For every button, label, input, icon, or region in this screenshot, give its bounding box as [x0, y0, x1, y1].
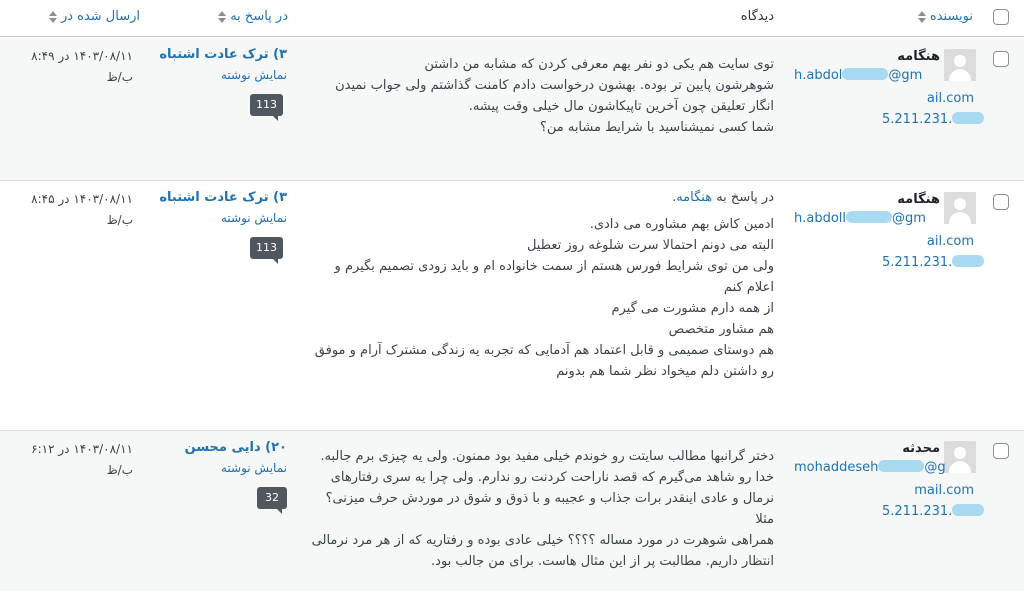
email-suffix: @gm [892, 211, 926, 226]
comment-line: خدا رو شاهد می‌گیرم که قصد ناراحت کردنت رو ندارم. ولی چرا یه سری رفتارهای [330, 470, 774, 485]
comment-text [304, 446, 774, 572]
author-email-link[interactable] [794, 68, 922, 83]
comment-count-bubble[interactable]: 32 [257, 487, 287, 509]
comment-line: دختر گرانبها مطالب سایتت رو خوندم خیلی مفید بود ممنون. ولی یه چیزی برم جالبه. [320, 449, 774, 464]
comment-column-header [741, 0, 774, 36]
row-checkbox[interactable] [993, 51, 1009, 67]
comment-count-bubble[interactable]: 113 [250, 94, 283, 116]
avatar [944, 49, 976, 81]
comment-text [304, 54, 774, 138]
comment-line: از همه دارم مشورت می گیرم [611, 301, 774, 316]
author-ip-link[interactable] [882, 112, 984, 127]
table-row [0, 431, 1024, 591]
submitted-date [31, 46, 133, 88]
email-suffix: @gm [888, 68, 923, 83]
submitted-header-label: ارسال شده در [60, 9, 140, 24]
redacted-mark [952, 504, 984, 516]
date-line: ۱۴۰۳/۰۸/۱۱ در ۸:۴۹ [31, 49, 133, 63]
view-post-link[interactable]: نمایش نوشته [220, 461, 287, 475]
sort-icon [48, 9, 57, 25]
author-name: هنگامه [897, 49, 940, 64]
comment-line: اعلام کنم [723, 280, 774, 295]
row-checkbox[interactable] [993, 443, 1009, 459]
ip-address: 5.211.231. [882, 255, 953, 270]
ip-address: 5.211.231. [882, 504, 953, 519]
author-header-label: نویسنده [929, 9, 973, 24]
author-ip-link[interactable] [882, 255, 984, 270]
comment-line: هم مشاور متخصص [668, 322, 774, 337]
comment-line: انتظار داریم. مطالبت پر از این مثال هاست. برای من جالب بود. [431, 554, 774, 569]
avatar [944, 441, 976, 473]
redacted-mark [952, 112, 984, 124]
reply-to-line: در پاسخ به هنگامه. [672, 190, 774, 205]
comment-line: البته می دونم احتمالا سرت شلوغه روز تعطیل [526, 238, 774, 253]
comment-line: همراهی شوهرت در مورد مساله ؟؟؟؟ خیلی عادی بوده و رفتاریه که از هر مرد نرمالی [311, 533, 774, 548]
email-prefix: h.abdol [794, 68, 843, 83]
date-line: ۱۴۰۳/۰۸/۱۱ در ۶:۱۲ [31, 442, 133, 456]
email-prefix: mohaddeseh [794, 460, 879, 475]
date-line: ب/ظ [106, 463, 133, 477]
email-suffix: @g [924, 460, 946, 475]
reply-to-author-link[interactable]: هنگامه [676, 190, 713, 205]
table-header [0, 0, 1024, 37]
comment-line: شوهرشون پایین تر بوده. بهشون درخواست دادم کامنت گذاشتم ولی جواب نمیدن [335, 78, 774, 93]
author-name: هنگامه [897, 192, 940, 207]
comment-count-bubble[interactable]: 113 [250, 237, 283, 259]
sort-icon [217, 9, 226, 25]
submitted-date [31, 439, 133, 481]
comment-line: نرمال و عادی اینقدر برات جذاب و عجیبه و با ذوق و شوق در موردش حرف میزنی؟ مثلا [325, 491, 774, 527]
comment-line: انگار تعلیقن چون آخرین تاپیکاشون مال خیلی وقت پیشه. [468, 99, 774, 114]
author-email-link-line2[interactable]: ail.com [926, 234, 974, 249]
author-email-link-line2[interactable]: mail.com [914, 483, 974, 498]
post-title-link[interactable]: ۲۰) دایی محسن [184, 440, 287, 455]
reply-prefix: در پاسخ به [716, 190, 774, 205]
post-title-link[interactable]: ۳) ترک عادت اشتباه [159, 190, 287, 205]
table-row [0, 38, 1024, 181]
sort-icon [917, 9, 926, 25]
ip-address: 5.211.231. [882, 112, 953, 127]
table-row [0, 181, 1024, 431]
author-column-header[interactable] [913, 0, 973, 36]
author-email-link-line2[interactable]: ail.com [926, 91, 974, 106]
row-checkbox[interactable] [993, 194, 1009, 210]
date-line: ب/ظ [106, 213, 133, 227]
comment-line: توی سایت هم یکی دو نفر بهم معرفی کردن که مشابه من داشتن [424, 57, 774, 72]
date-line: ۱۴۰۳/۰۸/۱۱ در ۸:۴۵ [31, 192, 133, 206]
author-email-link[interactable] [794, 211, 926, 226]
view-post-link[interactable]: نمایش نوشته [220, 68, 287, 82]
comment-line: ادمین کاش بهم مشاوره می دادی. [589, 217, 774, 232]
view-post-link[interactable]: نمایش نوشته [220, 211, 287, 225]
submitted-date [31, 189, 133, 231]
redacted-mark [842, 68, 888, 80]
redacted-mark [878, 460, 924, 472]
author-name: محدثه [902, 441, 940, 456]
date-line: ب/ظ [106, 70, 133, 84]
redacted-mark [846, 211, 892, 223]
comment-line: ولی من توی شرایط فورس هستم از سمت خانواده ام و باید زودی تصمیم بگیرم و [334, 259, 774, 274]
response-to-column-header[interactable] [213, 0, 288, 36]
email-prefix: h.abdoll [794, 211, 847, 226]
comment-text [304, 187, 774, 382]
comment-header-label: دیدگاه [740, 9, 774, 24]
comment-line: هم دوستای صمیمی و قابل اعتماد هم آدمایی که تجربه یه زندگی مشترک آرام و موفق [314, 343, 774, 358]
author-email-link[interactable] [794, 460, 946, 475]
redacted-mark [952, 255, 984, 267]
response-header-label: در پاسخ به [230, 9, 288, 24]
submitted-on-column-header[interactable] [44, 0, 140, 36]
avatar [944, 192, 976, 224]
post-title-link[interactable]: ۳) ترک عادت اشتباه [159, 47, 287, 62]
comment-line: رو داشتن دلم میخواد نظر شما هم بدونم [556, 364, 774, 379]
author-ip-link[interactable] [882, 504, 984, 519]
comment-line: شما کسی نمیشناسید با شرایط مشابه من؟ [539, 120, 774, 135]
select-all-checkbox[interactable] [993, 9, 1009, 25]
